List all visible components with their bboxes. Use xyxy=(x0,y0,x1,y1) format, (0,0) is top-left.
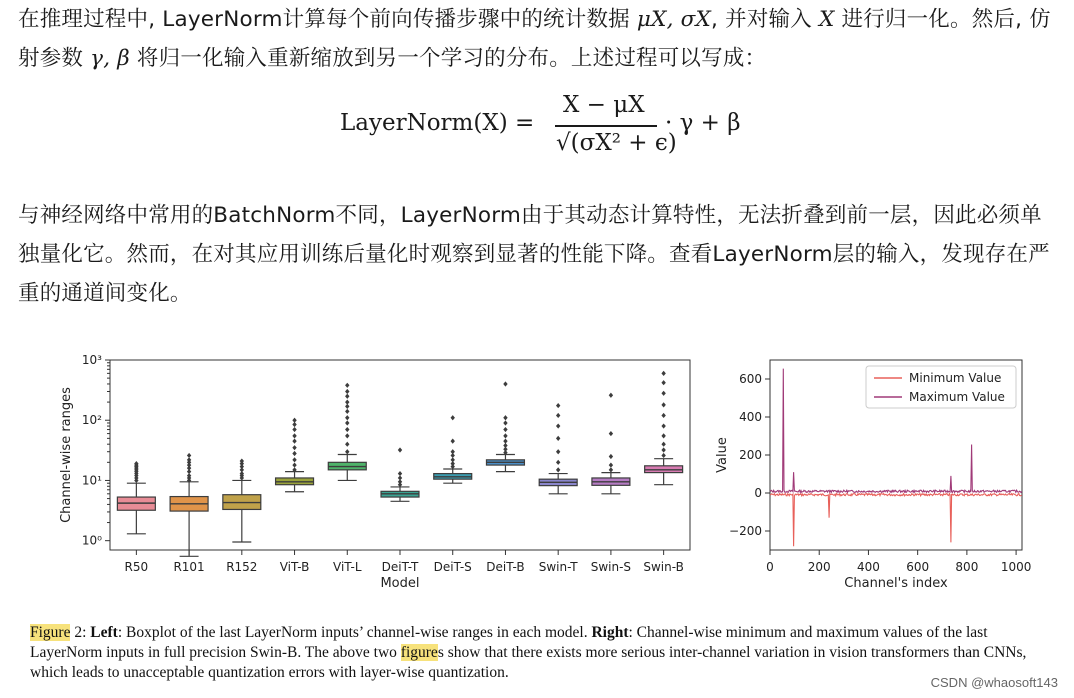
y-tick-label: 10⁰ xyxy=(81,533,102,548)
y-tick-label: 200 xyxy=(739,448,762,462)
x-tick-label: DeiT-T xyxy=(381,560,419,574)
y-tick-label: 400 xyxy=(739,410,762,424)
outlier-point xyxy=(503,415,507,420)
outlier-point xyxy=(292,462,296,467)
x-tick-label: DeiT-B xyxy=(486,560,525,574)
channel-line-chart xyxy=(715,360,1031,591)
minimum-value-line xyxy=(770,494,1022,547)
outlier-point xyxy=(292,457,296,462)
outlier-point xyxy=(503,420,507,425)
x-tick-label: 600 xyxy=(906,560,930,574)
outlier-point xyxy=(451,439,455,444)
x-tick-label: ViT-L xyxy=(333,560,362,574)
outlier-point xyxy=(609,431,613,436)
outlier-point xyxy=(556,467,560,472)
box-Swin-B xyxy=(645,371,683,485)
outlier-point xyxy=(661,442,665,447)
outlier-point xyxy=(345,389,349,394)
formula-denominator: √(σX² + ϵ) xyxy=(556,130,677,156)
figure-caption xyxy=(30,623,1060,683)
outlier-point xyxy=(240,458,244,463)
outlier-point xyxy=(661,453,665,458)
outlier-point xyxy=(187,453,191,458)
y-tick-label: 10¹ xyxy=(81,473,102,488)
x-tick-label: 200 xyxy=(807,560,831,574)
y-tick-label: 0 xyxy=(754,486,762,500)
box-ViT-B xyxy=(276,418,314,492)
affine-symbol: γ, β xyxy=(90,46,130,71)
outlier-point xyxy=(661,371,665,376)
caption-right-text-2: s show that there exists more serious inter-channel variation in vision transformers than CNNs, which leads to unacceptable quantization errors with layer-wise quantization. xyxy=(30,644,1027,681)
intro-text-4: 将归一化输入重新缩放到另一个学习的分布。上述过程可以写成： xyxy=(129,46,767,71)
outlier-point xyxy=(503,433,507,438)
intro-text-1: 在推理过程中, LayerNorm计算每个前向传播步骤中的统计数据 xyxy=(18,7,637,32)
layernorm-formula xyxy=(0,92,1074,182)
x-axis-label: Model xyxy=(380,576,420,591)
x-tick-label: Swin-T xyxy=(538,560,578,574)
outlier-point xyxy=(661,402,665,407)
box-DeiT-B xyxy=(486,381,524,471)
outlier-point xyxy=(661,391,665,396)
outlier-point xyxy=(451,449,455,454)
x-tick-label: R101 xyxy=(173,560,205,574)
fraction-bar xyxy=(555,125,657,127)
box-R101 xyxy=(170,453,208,556)
x-axis-label: Channel's index xyxy=(844,576,948,591)
outlier-point xyxy=(503,427,507,432)
intro-paragraph xyxy=(18,0,1063,78)
x-tick-label: 400 xyxy=(856,560,880,574)
outlier-point xyxy=(292,451,296,456)
caption-figure-label: Figure xyxy=(30,624,71,641)
outlier-point xyxy=(398,447,402,452)
boxplot-frame xyxy=(110,360,690,550)
caption-highlight-word: figure xyxy=(400,644,438,661)
outlier-point xyxy=(503,381,507,386)
y-axis-label: Value xyxy=(715,437,730,473)
outlier-point xyxy=(609,467,613,472)
input-symbol: X xyxy=(818,7,835,32)
caption-figure-number: 2: xyxy=(70,624,91,641)
stats-symbol: μX, σX xyxy=(636,7,712,32)
boxplot-chart xyxy=(59,353,690,591)
intro-text-3: 进行归一化。然后, 仿射参数 xyxy=(18,7,1051,71)
outlier-point xyxy=(661,423,665,428)
caption-left-label: Left xyxy=(90,624,118,641)
outlier-point xyxy=(292,418,296,423)
x-tick-label: DeiT-S xyxy=(433,560,472,574)
outlier-point xyxy=(345,409,349,414)
box-ViT-L xyxy=(328,383,366,481)
outlier-point xyxy=(345,394,349,399)
x-tick-label: R152 xyxy=(226,560,258,574)
outlier-point xyxy=(292,439,296,444)
outlier-point xyxy=(345,449,349,454)
box-Swin-T xyxy=(539,403,577,494)
legend-min-label: Minimum Value xyxy=(909,371,1002,385)
outlier-point xyxy=(345,415,349,420)
figure-2 xyxy=(0,345,1074,615)
box-DeiT-T xyxy=(381,447,419,501)
outlier-point xyxy=(345,433,349,438)
formula-numerator: X − μX xyxy=(563,92,645,118)
outlier-point xyxy=(556,403,560,408)
y-axis-label: Channel-wise ranges xyxy=(59,387,74,523)
outlier-point xyxy=(556,436,560,441)
legend-max-label: Maximum Value xyxy=(909,390,1005,404)
outlier-point xyxy=(556,423,560,428)
outlier-point xyxy=(609,454,613,459)
outlier-point xyxy=(345,399,349,404)
box-R152 xyxy=(223,458,261,542)
box-DeiT-S xyxy=(434,415,472,483)
outlier-point xyxy=(556,413,560,418)
outlier-point xyxy=(292,427,296,432)
outlier-point xyxy=(345,383,349,388)
outlier-point xyxy=(398,471,402,476)
outlier-point xyxy=(292,445,296,450)
x-tick-label: R50 xyxy=(124,560,149,574)
y-tick-label: 600 xyxy=(739,372,762,386)
outlier-point xyxy=(556,449,560,454)
outlier-point xyxy=(609,393,613,398)
outlier-point xyxy=(503,443,507,448)
x-tick-label: Swin-S xyxy=(590,560,632,574)
x-tick-label: Swin-B xyxy=(643,560,684,574)
outlier-point xyxy=(556,460,560,465)
outlier-point xyxy=(661,413,665,418)
outlier-point xyxy=(345,442,349,447)
outlier-point xyxy=(609,462,613,467)
figure-svg xyxy=(0,345,1074,615)
caption-right-text-1: : Channel-wise minimum and maximum values of the last LayerNorm inputs in full precision Swin-B. The above two xyxy=(30,624,988,661)
outlier-point xyxy=(503,439,507,444)
x-tick-label: 0 xyxy=(766,560,774,574)
outlier-point xyxy=(292,433,296,438)
outlier-point xyxy=(345,420,349,425)
box-R50 xyxy=(117,461,155,534)
chart-legend xyxy=(866,366,1016,408)
formula-lhs: LayerNorm(X) = xyxy=(340,110,535,136)
caption-left-text: : Boxplot of the last LayerNorm inputs’ channel-wise ranges in each model. xyxy=(117,624,592,641)
outlier-point xyxy=(345,427,349,432)
explanation-paragraph: 与神经网络中常用的BatchNorm不同，LayerNorm由于其动态计算特性，无法折叠到前一层，因此必须单独量化它。然而，在对其应用训练后量化时观察到显著的性能下降。查看LayerNorm层的输入，发现存在严重的通道间变化。 xyxy=(18,203,1050,306)
y-tick-label: 10² xyxy=(81,413,102,428)
outlier-point xyxy=(661,433,665,438)
x-tick-label: ViT-B xyxy=(279,560,310,574)
box-Swin-S xyxy=(592,393,630,494)
y-tick-label: 10³ xyxy=(81,353,102,367)
formula-rhs: · γ + β xyxy=(665,110,741,136)
outlier-point xyxy=(451,415,455,420)
csdn-watermark: CSDN @whaosoft143 xyxy=(930,675,1058,690)
outlier-point xyxy=(661,447,665,452)
intro-text-2: , 并对输入 xyxy=(711,7,819,32)
y-tick-label: −200 xyxy=(729,524,762,538)
caption-right-label: Right xyxy=(591,624,629,641)
outlier-point xyxy=(661,380,665,385)
x-tick-label: 800 xyxy=(955,560,979,574)
x-tick-label: 1000 xyxy=(1000,560,1032,574)
